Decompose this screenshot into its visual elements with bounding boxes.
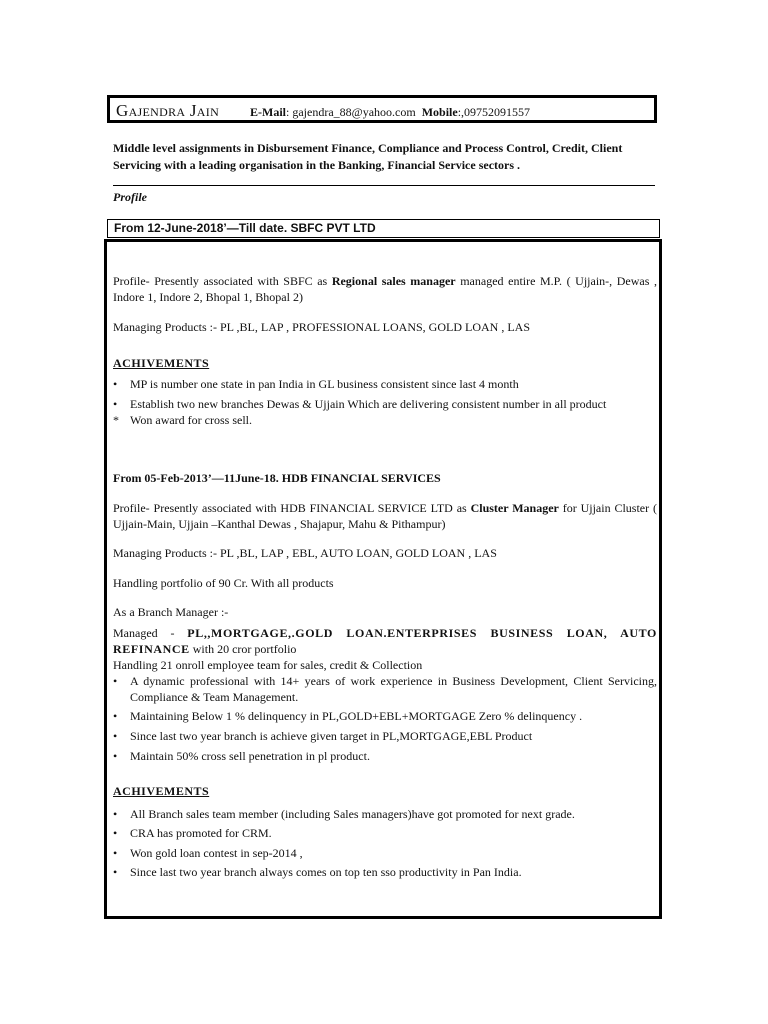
job2-products: Managing Products :- PL ,BL, LAP , EBL, AUTO LOAN, GOLD LOAN , LAS <box>113 546 497 560</box>
job1-achievements-heading: ACHIVEMENTS <box>113 356 210 370</box>
name-contact-box <box>107 95 657 123</box>
job2-profile: Profile- Presently associated with HDB FINANCIAL SERVICE LTD as Cluster Manager for Ujjain Cluster ( Ujjain-Main, Ujjain –Kanthal Dewas , Shajapur, Mahu & Pithampur) <box>113 501 657 531</box>
job2-managed: Managed - PL,,MORTGAGE,.GOLD LOAN.ENTERPRISES BUSINESS LOAN, AUTO REFINANCE with 20 cror portfolio <box>113 626 657 656</box>
job2-achievements-heading: ACHIVEMENTS <box>113 784 210 798</box>
job2-period: From 05-Feb-2013’—11June-18. HDB FINANCIAL SERVICES <box>113 471 441 485</box>
job2-branch-manager: As a Branch Manager :- <box>113 605 229 619</box>
email-label: E-Mail <box>250 105 286 119</box>
job1-products: Managing Products :- PL ,BL, LAP , PROFESSIONAL LOANS, GOLD LOAN , LAS <box>113 320 531 334</box>
career-summary: Middle level assignments in Disbursement Finance, Compliance and Process Control, Credit, Client Servicing with a leading organisation in the Banking, Financial Service sectors . <box>113 141 623 172</box>
mobile-value: :,09752091557 <box>457 105 531 119</box>
profile-heading: Profile <box>113 190 147 204</box>
candidate-name: Gajendra Jain <box>116 101 220 120</box>
job1-period: From 12-June-2018’—Till date. SBFC PVT LTD <box>107 219 660 238</box>
contact-line: E-Mail: gajendra_88@yahoo.com Mobile:,09752091557 <box>250 105 531 119</box>
job2-team: Handling 21 onroll employee team for sales, credit & Collection <box>113 658 423 672</box>
job2-portfolio: Handling portfolio of 90 Cr. With all products <box>113 576 334 590</box>
mobile-label: Mobile <box>421 105 458 119</box>
divider <box>113 185 655 186</box>
email-value: gajendra_88@yahoo.com <box>292 105 416 119</box>
job1-profile: Profile- Presently associated with SBFC as Regional sales manager managed entire M.P. ( Ujjain-, Dewas , Indore 1, Indore 2, Bhopal 1, Bhopal 2) <box>113 274 657 304</box>
